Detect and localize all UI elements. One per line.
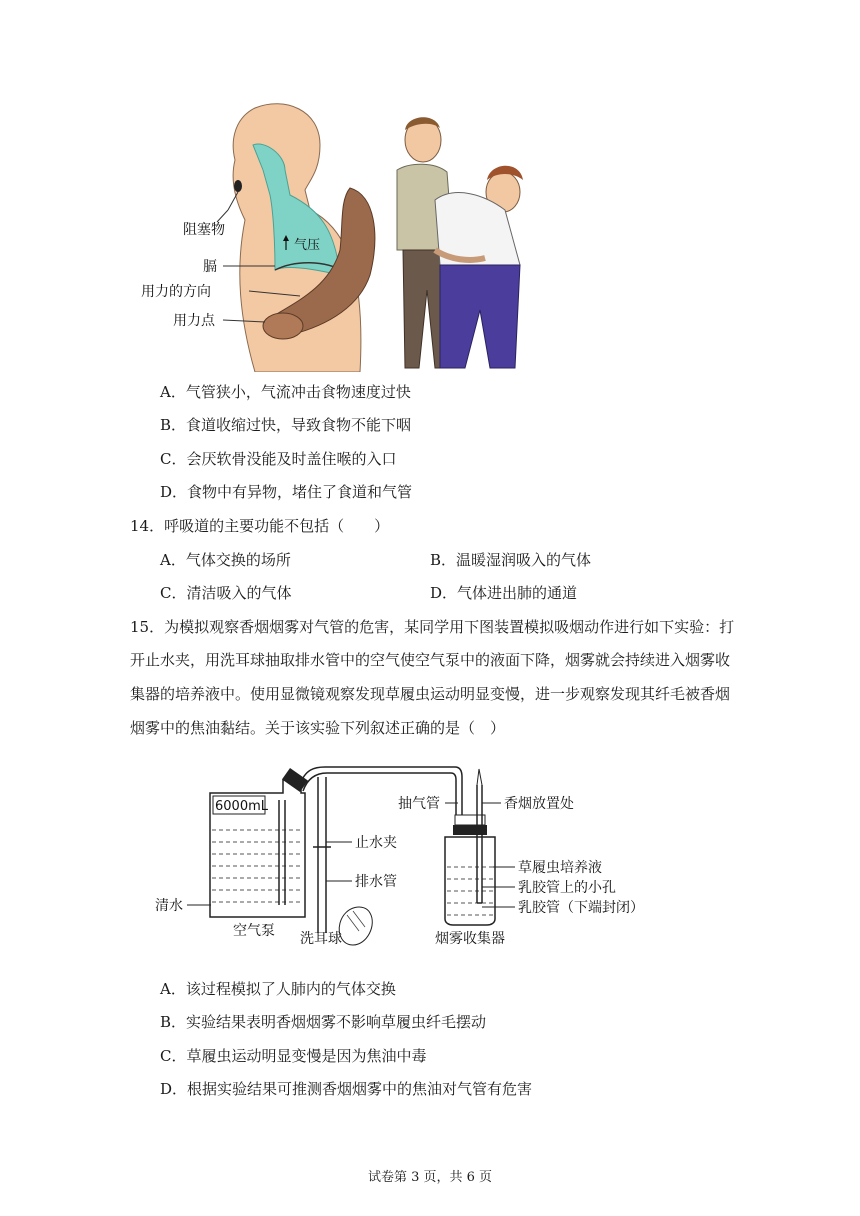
volume-label: 6000mL	[215, 799, 268, 814]
cigarette-spot-label: 香烟放置处	[504, 796, 574, 812]
obstruction-object	[234, 180, 242, 192]
q14-stem: 14．呼吸道的主要功能不包括（ ）	[130, 517, 390, 535]
latex-tube-label: 乳胶管（下端封闭）	[518, 900, 644, 916]
smoke-collector-bottle	[445, 769, 495, 925]
q14-option-d: D．气体进出肺的通道	[430, 584, 578, 602]
water-clamp-label: 止水夹	[355, 835, 397, 851]
q13-option-a: A．气管狭小，气流冲击食物速度过快	[160, 383, 411, 401]
q14-option-b: B．温暖湿润吸入的气体	[430, 551, 592, 569]
ear-bulb-label: 洗耳球	[300, 931, 342, 947]
drain-tube-label: 排水管	[355, 874, 397, 890]
air-pump-bottle	[210, 768, 308, 917]
ear-bulb-icon	[339, 907, 372, 945]
suction-tube-label: 抽气管	[398, 796, 440, 812]
hole-label: 乳胶管上的小孔	[518, 880, 616, 896]
q15-stem-line-1: 15．为模拟观察香烟烟雾对气管的危害，某同学用下图装置模拟吸烟动作进行如下实验：打	[130, 618, 735, 636]
page-footer: 试卷第 3 页，共 6 页	[367, 1170, 493, 1185]
culture-label: 草履虫培养液	[518, 860, 602, 876]
smoke-apparatus-figure	[155, 755, 675, 950]
q13-option-d: D．食物中有异物，堵住了食道和气管	[160, 483, 413, 501]
force-point-label: 用力点	[173, 313, 215, 329]
diaphragm-label: 膈	[203, 259, 217, 275]
q13-option-c: C．会厌软骨没能及时盖住喉的入口	[160, 450, 397, 468]
q15-option-c: C．草履虫运动明显变慢是因为焦油中毒	[160, 1047, 427, 1065]
q13-option-b: B．食道收缩过快，导致食物不能下咽	[160, 416, 412, 434]
force-direction-label: 用力的方向	[141, 284, 211, 300]
q14-option-c: C．清洁吸入的气体	[160, 584, 292, 602]
q15-option-b: B．实验结果表明香烟烟雾不影响草履虫纤毛摆动	[160, 1013, 487, 1031]
obstruction-label: 阻塞物	[183, 222, 225, 238]
heimlich-figure	[135, 100, 535, 372]
clear-water-label: 清水	[155, 898, 183, 914]
q15-option-a: A．该过程模拟了人肺内的气体交换	[160, 980, 396, 998]
choking-person	[435, 166, 523, 368]
q14-option-a: A．气体交换的场所	[160, 551, 291, 569]
q15-stem-line-3: 集器的培养液中。使用显微镜观察发现草履虫运动明显变慢，进一步观察发现其纤毛被香烟	[130, 685, 731, 703]
q15-stem-line-2: 开止水夹，用洗耳球抽取排水管中的空气使空气泵中的液面下降，烟雾就会持续进入烟雾收	[130, 651, 731, 669]
collector-label: 烟雾收集器	[435, 931, 505, 947]
air-pump-label: 空气泵	[233, 923, 275, 939]
air-pressure-label: 气压	[294, 238, 321, 253]
q15-stem-line-4: 烟雾中的焦油黏结。关于该实验下列叙述正确的是（ ）	[130, 719, 506, 737]
fist	[263, 313, 303, 339]
q15-option-d: D．根据实验结果可推测香烟烟雾中的焦油对气管有危害	[160, 1080, 533, 1098]
